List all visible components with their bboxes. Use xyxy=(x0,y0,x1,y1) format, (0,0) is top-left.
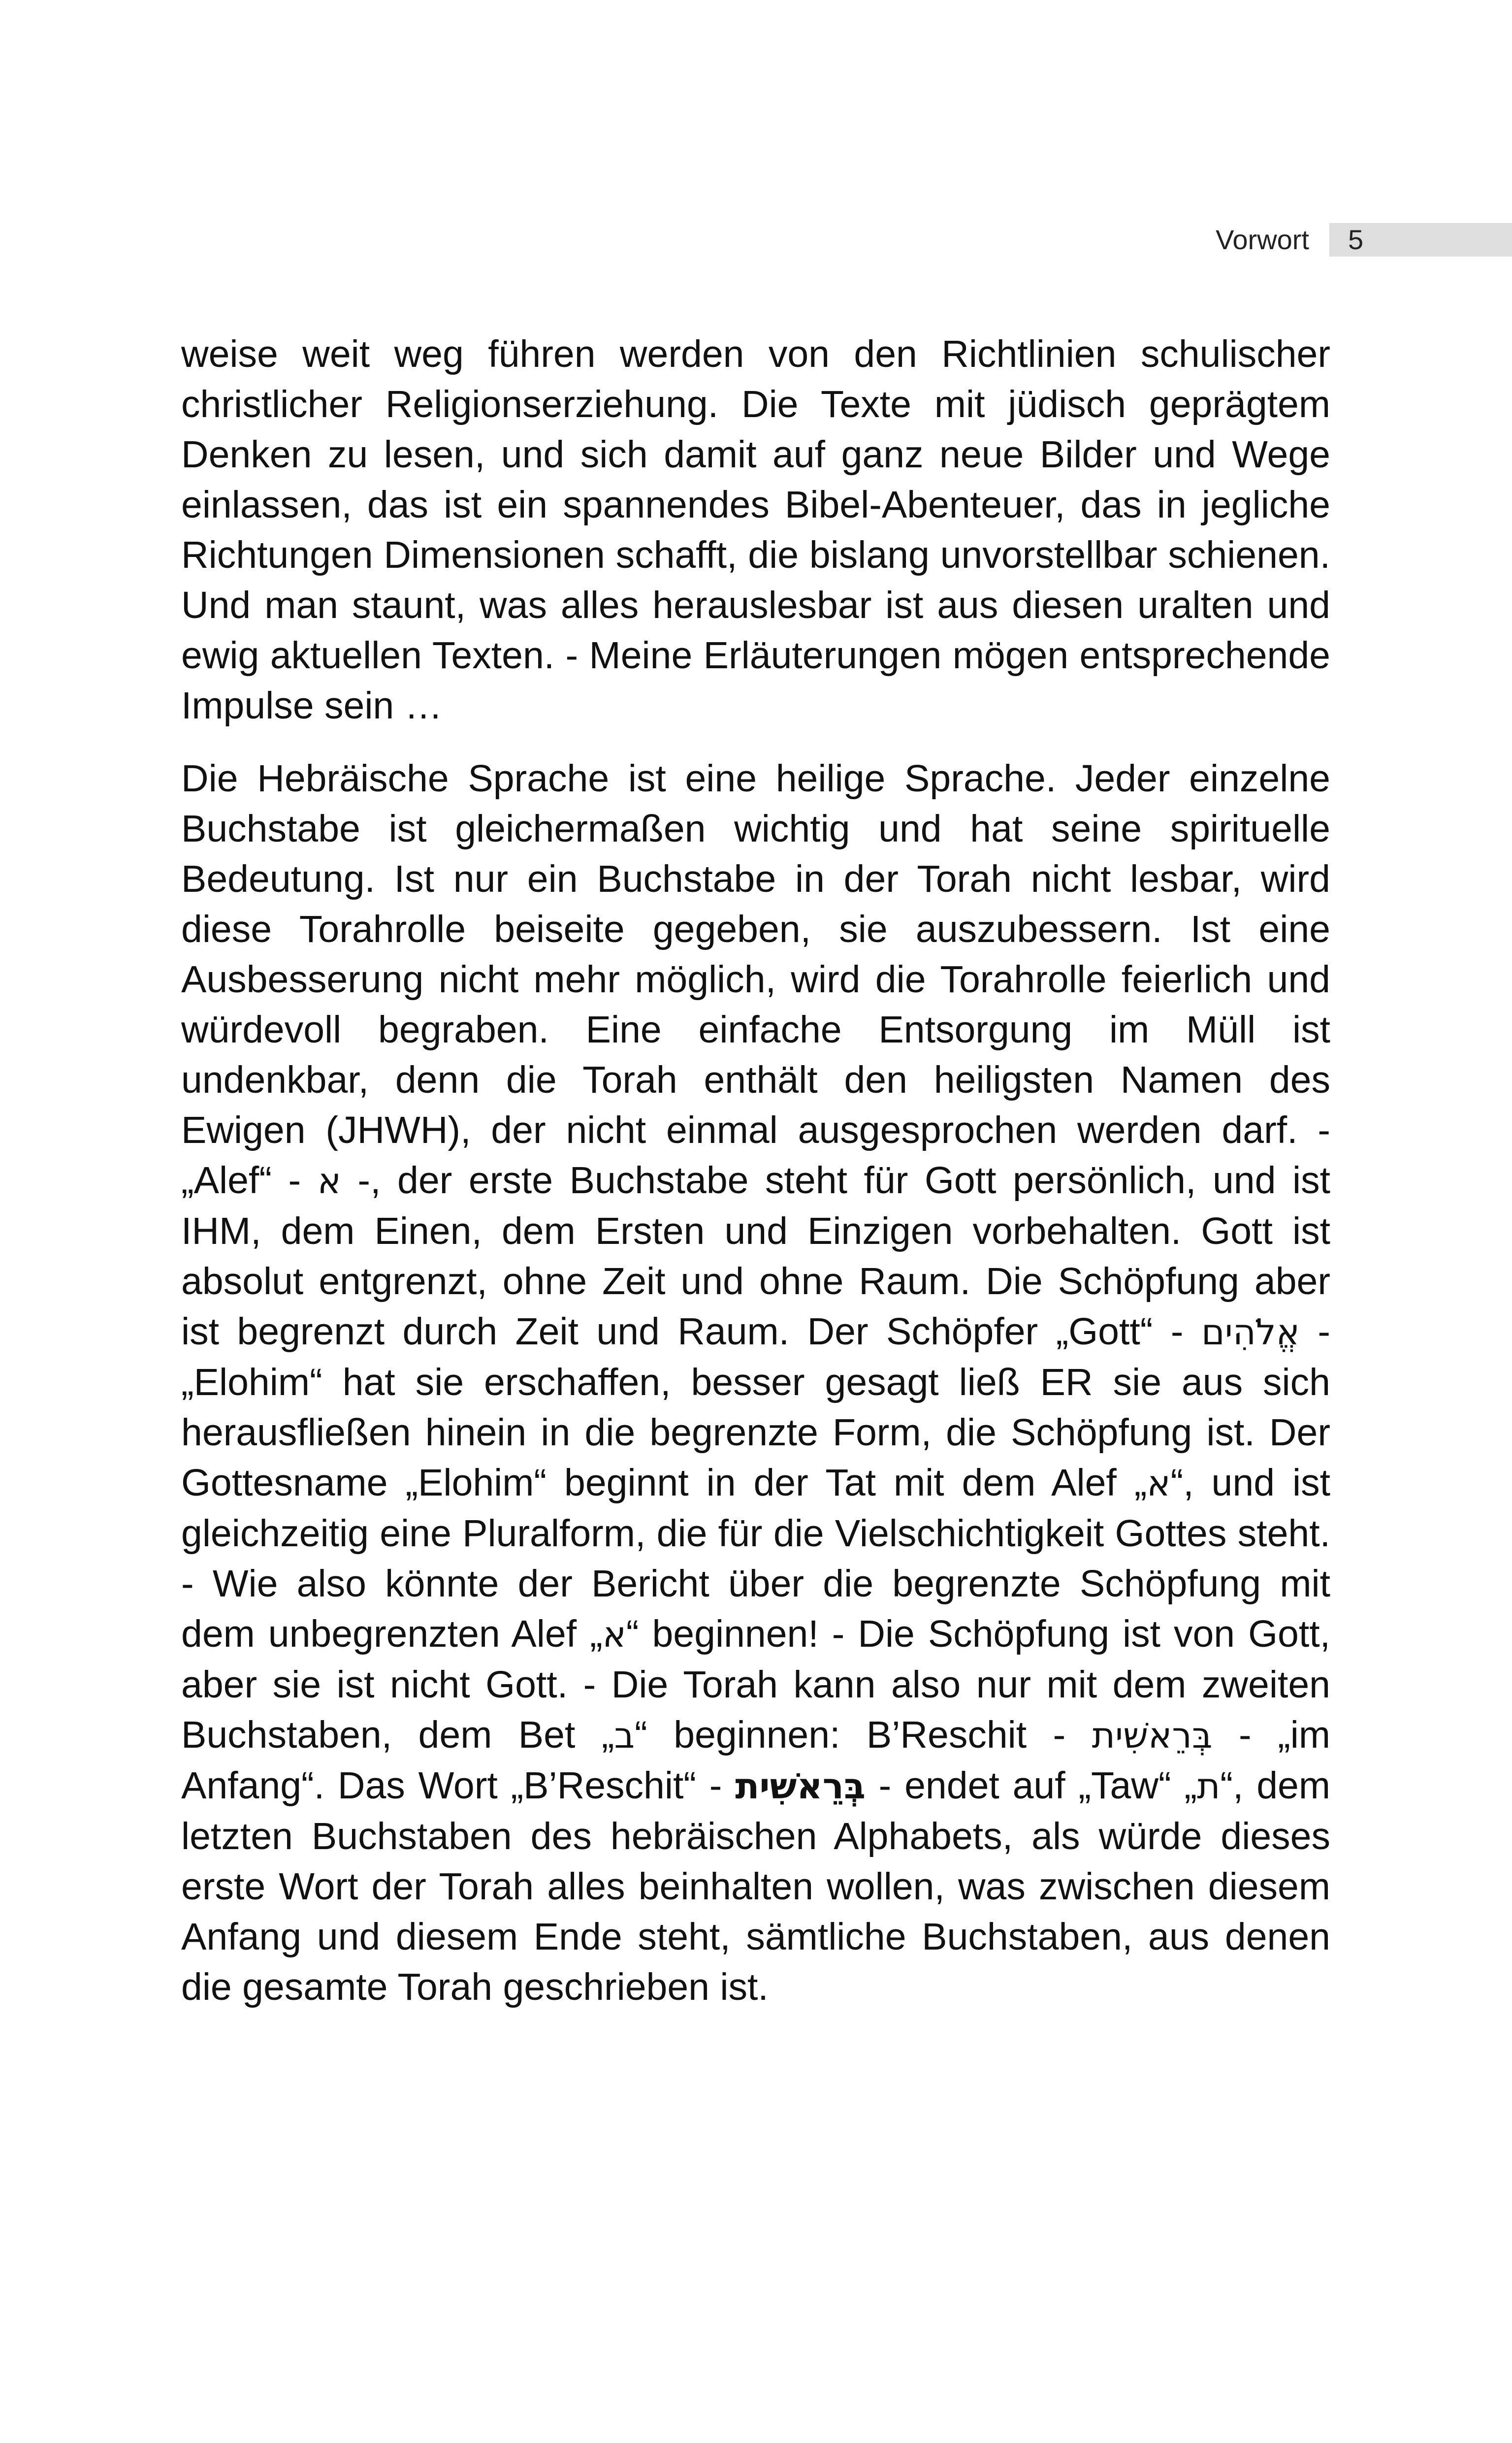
text-run: - „Elohim“ hat sie erschaffen, besser gesagt ließ ER sie aus sich herausfließen hinein in die begrenzte Form, die Schöpfung ist. Der Gottesname „Elohim“ beginnt in der Tat mit dem Alef „ xyxy=(181,1310,1330,1504)
paragraph-2 xyxy=(181,753,1330,2012)
chapter-title: Vorwort xyxy=(1216,224,1309,255)
text-run: -, der erste Buchstabe steht für Gott persönlich, und ist IHM, dem Einen, dem Ersten und Einzigen vorbehalten. Gott ist absolut entgrenzt, ohne Zeit und ohne Raum. Die Schöpfung aber ist begrenzt durch Zeit und Raum. Der Schöpfer „Gott“ - xyxy=(181,1159,1330,1353)
body-text xyxy=(181,329,1330,2012)
page-header xyxy=(0,223,1512,257)
text-run: - endet auf „Taw“ „ xyxy=(865,1764,1197,1807)
text-run: “ beginnen: B’Reschit - xyxy=(635,1714,1092,1756)
hebrew-alef: א xyxy=(602,1614,626,1655)
text-run: Die Hebräische Sprache ist eine heilige Sprache. Jeder einzelne Buchstabe ist gleichermaßen wichtig und hat seine spirituelle Bedeutung. Ist nur ein Buchstabe in der Torah nicht lesbar, wird diese Torahrolle beiseite gegeben, sie auszubessern. Ist eine Ausbesserung nicht mehr möglich, wird die Torahrolle feierlich und würdevoll begraben. Eine einfache Entsorgung im Müll ist undenkbar, denn die Torah enthält den heiligsten Namen des Ewigen (JHWH), der nicht einmal ausgesprochen werden darf. - „Alef“ - xyxy=(181,757,1330,1202)
hebrew-breschit-bold: בְּרֵאשִׁית xyxy=(735,1765,866,1807)
hebrew-elohim: אֱלֹהִים xyxy=(1201,1311,1300,1353)
hebrew-bet: ב xyxy=(614,1715,635,1756)
page-number: 5 xyxy=(1348,224,1364,255)
hebrew-taw: ת xyxy=(1197,1765,1221,1807)
text-run: “, und ist gleichzeitig eine Pluralform, die für die Vielschichtigkeit Gottes steht. - Wie also könnte der Bericht über die begrenzte Schöpfung mit dem unbegrenzten Alef „ xyxy=(181,1462,1330,1655)
hebrew-alef: א xyxy=(317,1160,341,1202)
text-run: “, dem letzten Buchstaben des hebräischen Alphabets, als würde dieses erste Wort der Torah alles beinhalten wollen, was zwischen diesem Anfang und diesem Ende steht, sämtliche Buchstaben, aus denen die gesamte Torah geschrieben ist. xyxy=(181,1764,1331,2008)
paragraph-1: weise weit weg führen werden von den Richtlinien schulischer christlicher Religionserziehung. Die Texte mit jüdisch geprägtem Denken zu lesen, und sich damit auf ganz neue Bilder und Wege einlassen, das ist ein spannendes Bibel-Abenteuer, das in jegliche Richtungen Dimensionen schafft, die bislang unvorstellbar schienen. Und man staunt, was alles herauslesbar ist aus diesen uralten und ewig aktuellen Texten. - Meine Erläuterungen mögen entsprechende Impulse sein … xyxy=(181,333,1330,727)
text-run: - „im Anfang“. Das Wort „B’Reschit“ - xyxy=(181,1714,1330,1807)
hebrew-breschit: בְּרֵאשִׁית xyxy=(1092,1715,1213,1756)
hebrew-alef: א xyxy=(1147,1463,1171,1504)
page-number-tab xyxy=(1329,223,1512,257)
text-run: “ beginnen! - Die Schöpfung ist von Gott, aber sie ist nicht Gott. - Die Torah kann also nur mit dem zweiten Buchstaben, dem Bet „ xyxy=(181,1613,1330,1756)
